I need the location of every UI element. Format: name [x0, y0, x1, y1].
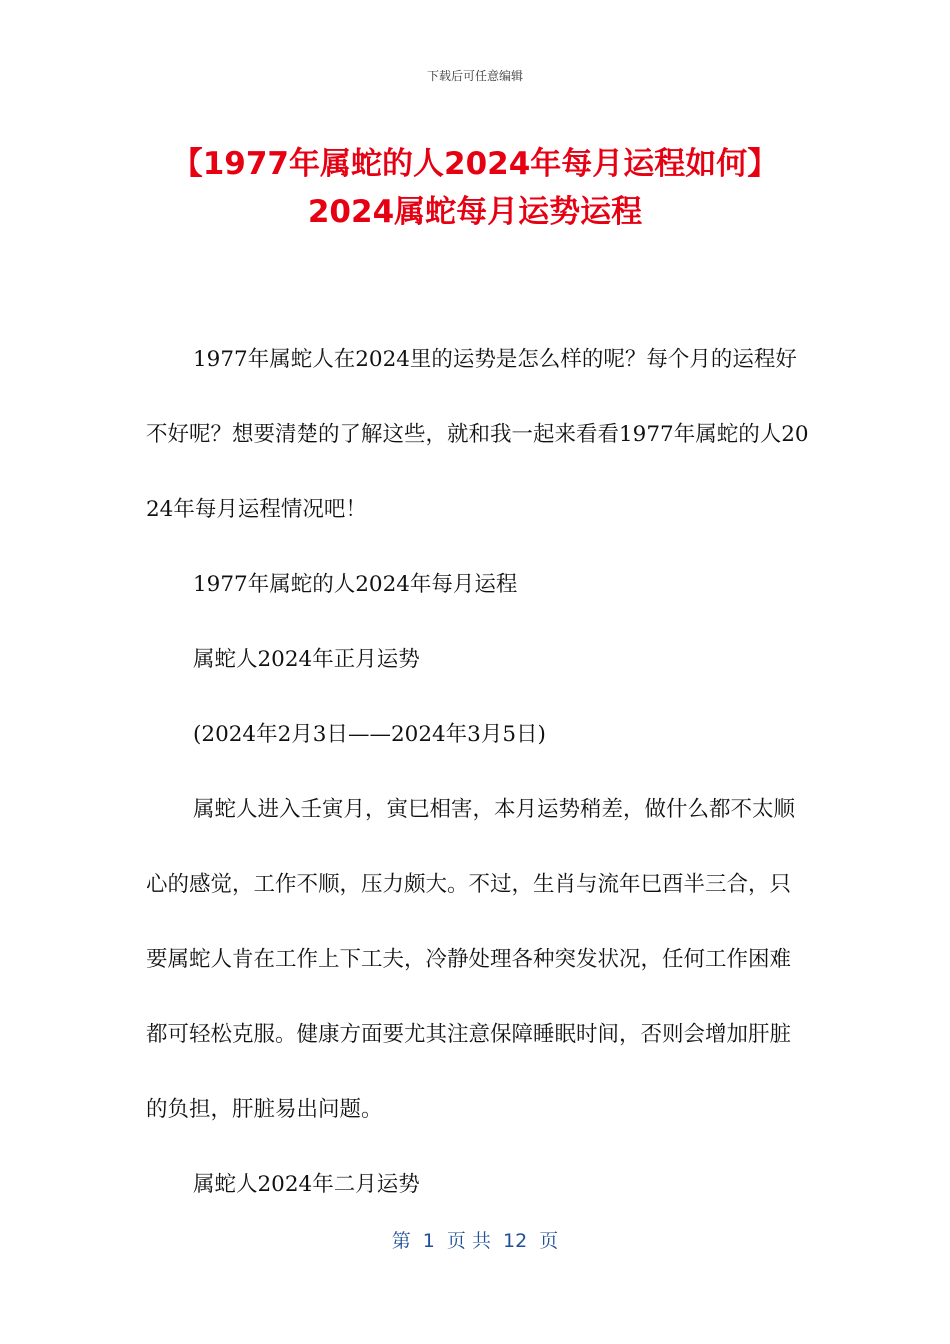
- header-note: 下载后可任意编辑: [426, 69, 523, 83]
- document-body: [146, 322, 811, 1222]
- month-heading-first: 属蛇人2024年正月运势: [193, 647, 420, 672]
- intro-paragraph: 1977年属蛇人在2024里的运势是怎么样的呢？每个月的运程好不好呢？想要清楚的了解这些，就和我一起来看看1977年属蛇的人2024年每月运程情况吧！: [146, 347, 809, 522]
- title-line-1: 【1977年属蛇的人2024年每月运程如何】: [171, 146, 779, 182]
- document-title: [100, 140, 850, 236]
- section-heading: 1977年属蛇的人2024年每月运程: [193, 572, 518, 597]
- month-heading-second: 属蛇人2024年二月运势: [193, 1172, 420, 1197]
- title-line-2: 2024属蛇每月运势运程: [307, 194, 643, 230]
- date-range: (2024年2月3日——2024年3月5日): [193, 722, 546, 747]
- page-footer: 第 1 页 共 12 页: [391, 1230, 559, 1252]
- fortune-paragraph: 属蛇人进入壬寅月，寅巳相害，本月运势稍差，做什么都不太顺心的感觉，工作不顺，压力颇大。不过，生肖与流年巳酉半三合，只要属蛇人肯在工作上下工夫，冷静处理各种突发状况，任何工作困难都可轻松克服。健康方面要尤其注意保障睡眠时间，否则会增加肝脏的负担，肝脏易出问题。: [146, 797, 796, 1122]
